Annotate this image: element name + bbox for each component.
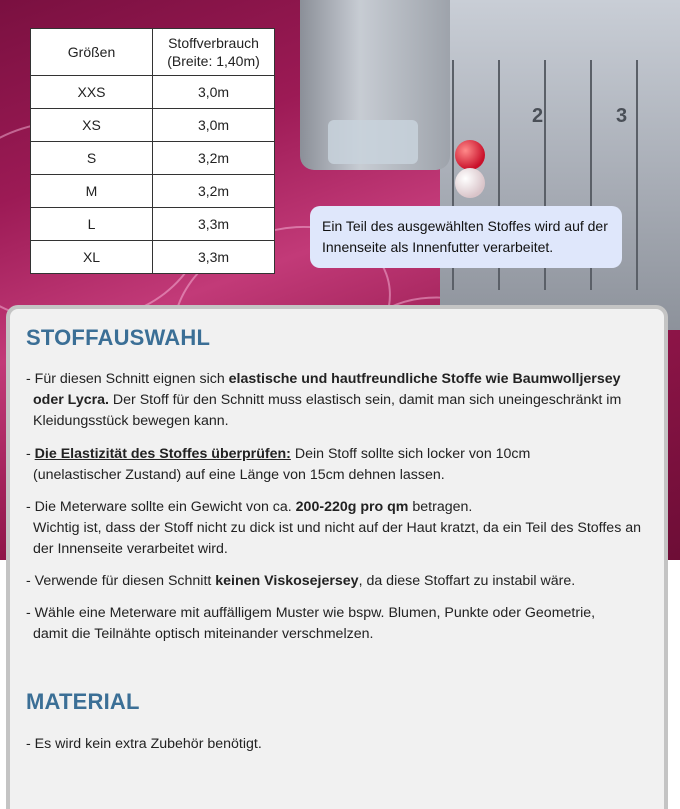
size-cell: XL (31, 241, 153, 274)
content-card (6, 305, 668, 809)
ruler-number: 3 (616, 105, 628, 127)
header-size: Größen (31, 29, 153, 76)
section-title-material: MATERIAL (26, 689, 140, 714)
usage-cell: 3,3m (153, 208, 275, 241)
size-cell: XS (31, 109, 153, 142)
table-row (31, 208, 275, 241)
section-title-stoffauswahl: STOFFAUSWAHL (26, 325, 211, 350)
table-row (31, 142, 275, 175)
pin-head-red (455, 140, 485, 170)
paragraph-weight: - Die Meterware sollte ein Gewicht von ca. 200-220g pro qm betragen. Wichtig ist, dass der Stoff nicht zu dick ist und nicht auf der Haut kratzt, da ein Teil des Stoffes an der Innenseite verarbeitet wird. (26, 499, 642, 557)
paragraph-fabric-type: - Für diesen Schnitt eignen sich elastische und hautfreundliche Stoffe wie Baumwolljersey oder Lycra. Der Stoff für den Schnitt muss elastisch sein, damit man sich uneingeschränkt im Kleidungsstück bewegen kann. (26, 371, 622, 429)
usage-cell: 3,0m (153, 76, 275, 109)
header-usage-line1: Stoffverbrauch (168, 35, 259, 51)
usage-cell: 3,0m (153, 109, 275, 142)
size-cell: XXS (31, 76, 153, 109)
fabric-note: Ein Teil des ausgewählten Stoffes wird auf der Innenseite als Innenfutter verarbeitet. (310, 206, 622, 268)
paragraph-no-viscose: - Verwende für diesen Schnitt keinen Viskosejersey, da diese Stoffart zu instabil wäre. (26, 573, 576, 589)
table-row (31, 175, 275, 208)
header-usage (153, 29, 275, 76)
paragraph-material: - Es wird kein extra Zubehör benötigt. (26, 736, 262, 752)
table-row (31, 76, 275, 109)
pin-head-white (455, 168, 485, 198)
size-table (30, 28, 275, 274)
usage-cell: 3,2m (153, 175, 275, 208)
size-cell: S (31, 142, 153, 175)
size-cell: M (31, 175, 153, 208)
ruler-number: 2 (532, 105, 544, 127)
table-row (31, 109, 275, 142)
usage-cell: 3,3m (153, 241, 275, 274)
presser-foot (300, 0, 450, 170)
usage-cell: 3,2m (153, 142, 275, 175)
size-cell: L (31, 208, 153, 241)
table-row (31, 241, 275, 274)
header-usage-line2: (Breite: 1,40m) (167, 53, 260, 69)
paragraph-pattern: - Wähle eine Meterware mit auffälligem Muster wie bspw. Blumen, Punkte oder Geometrie, damit die Teilnähte optisch miteinander verschmelzen. (26, 605, 596, 642)
paragraph-elasticity: - Die Elastizität des Stoffes überprüfen: Dein Stoff sollte sich locker von 10cm (unelastischer Zustand) auf eine Länge von 15cm dehnen lassen. (26, 446, 531, 483)
